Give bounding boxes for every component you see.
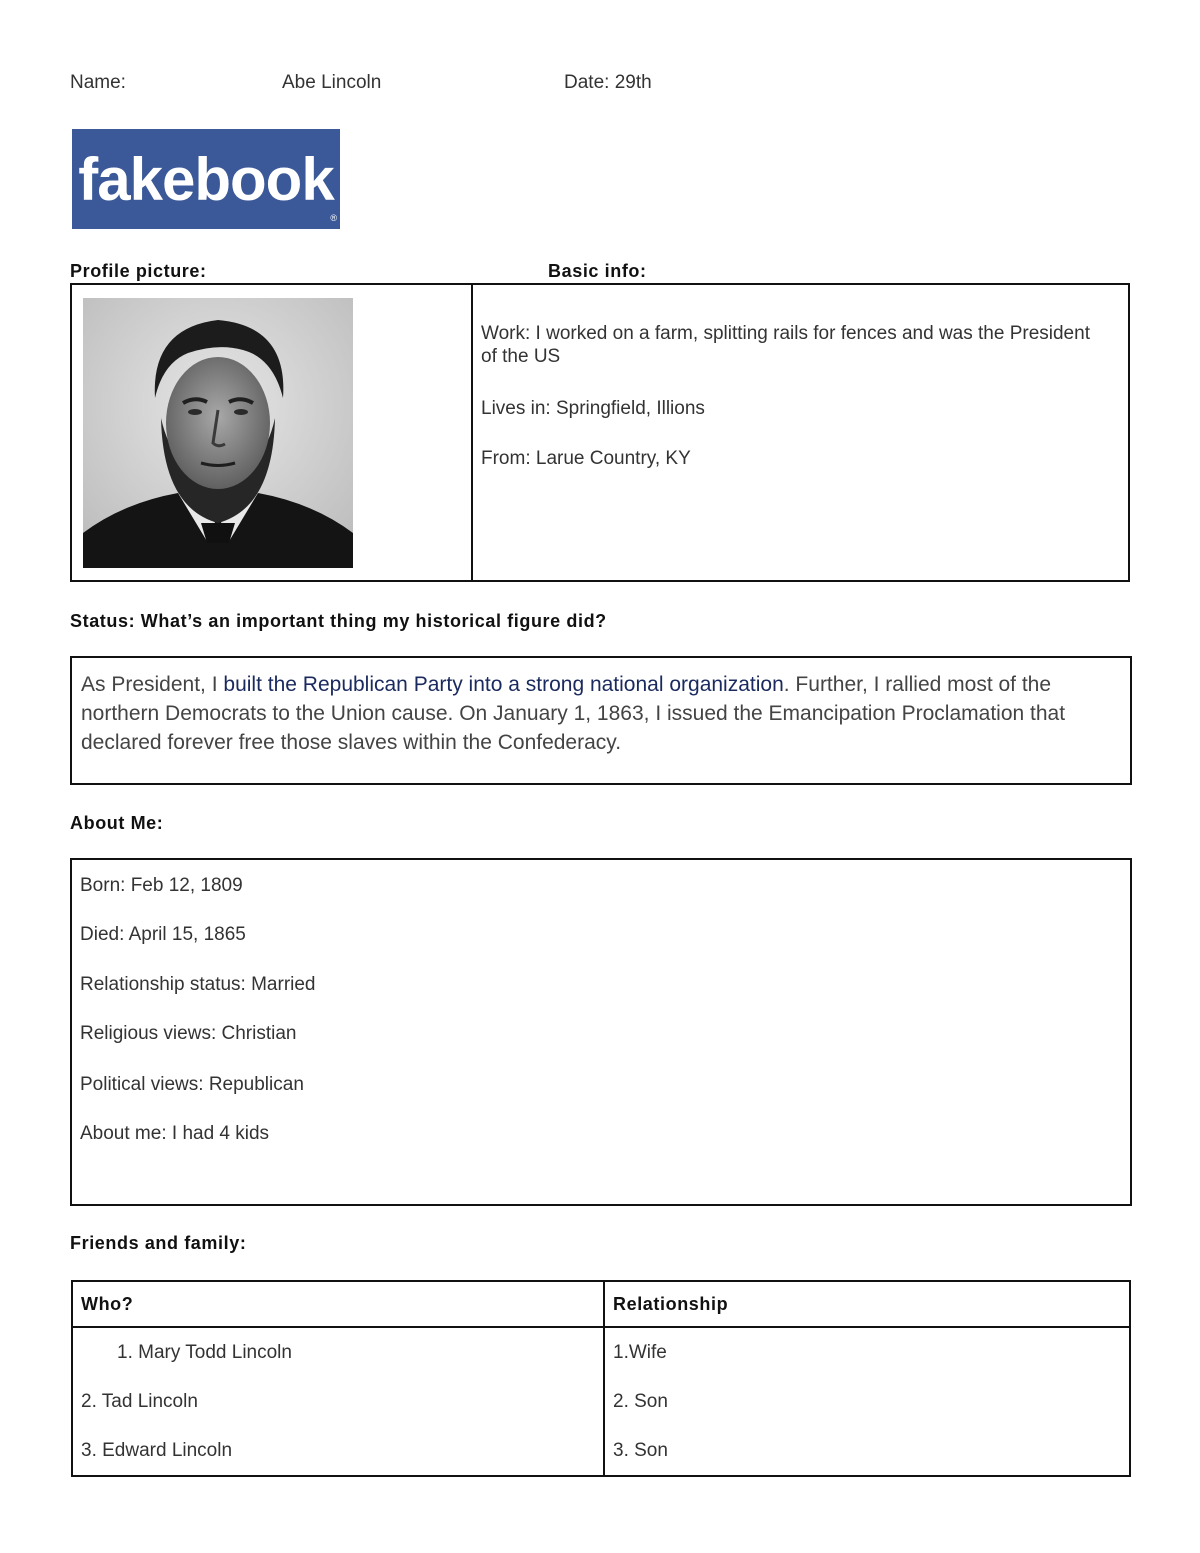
name-label: Name: [70,72,126,93]
friends-table [71,1280,1131,1477]
about-relationship: Relationship status: Married [80,974,316,995]
friend-relationship: 2. Son [604,1377,1130,1426]
fakebook-logo [72,129,340,229]
friend-who: 2. Tad Lincoln [72,1377,604,1426]
friends-header-row [72,1281,1130,1327]
about-me: About me: I had 4 kids [80,1123,270,1144]
about-died: Died: April 15, 1865 [80,924,246,945]
basic-info-lives-in: Lives in: Springfield, Illions [481,398,705,419]
status-box [70,656,1132,785]
basic-info-work: Work: I worked on a farm, splitting rails for fences and was the President of the US [481,323,1090,367]
logo-text: fakebook [78,145,334,213]
basic-info-label: Basic info: [548,261,647,281]
status-text-c: . Further, I rallied most of the northern Democrats to the Union cause. On January 1, 1863, I issued the Emancipation Proclamation that declared forever free those slaves within the Confederacy. [81,673,1066,754]
friend-who: 3. Edward Lincoln [72,1426,604,1476]
status-label: Status: What’s an important thing my historical figure did? [70,611,607,631]
status-text-a: As President, I [81,673,224,696]
profile-box [70,283,1130,582]
status-text-highlight: built the Republican Party into a strong national organization [223,673,784,696]
about-born: Born: Feb 12, 1809 [80,875,243,896]
status-text [81,670,1121,757]
col-who: Who? [72,1281,604,1327]
table-row [72,1377,1130,1426]
about-label: About Me: [70,813,164,833]
date-label: Date: 29th [564,72,652,93]
table-row [72,1327,1130,1377]
logo-registered-mark: ® [330,213,336,223]
friends-label: Friends and family: [70,1233,247,1253]
friend-who: 1. Mary Todd Lincoln [72,1327,604,1377]
profile-photo [83,298,353,568]
portrait-photo-icon [83,298,353,568]
name-value: Abe Lincoln [282,72,382,93]
friend-relationship: 1.Wife [604,1327,1130,1377]
about-religious: Religious views: Christian [80,1023,297,1044]
table-row [72,1426,1130,1476]
col-relationship: Relationship [604,1281,1130,1327]
basic-info-from: From: Larue Country, KY [481,448,691,469]
about-political: Political views: Republican [80,1074,304,1095]
profile-divider [471,285,473,580]
friend-relationship: 3. Son [604,1426,1130,1476]
about-box [70,858,1132,1206]
profile-picture-label: Profile picture: [70,261,207,281]
